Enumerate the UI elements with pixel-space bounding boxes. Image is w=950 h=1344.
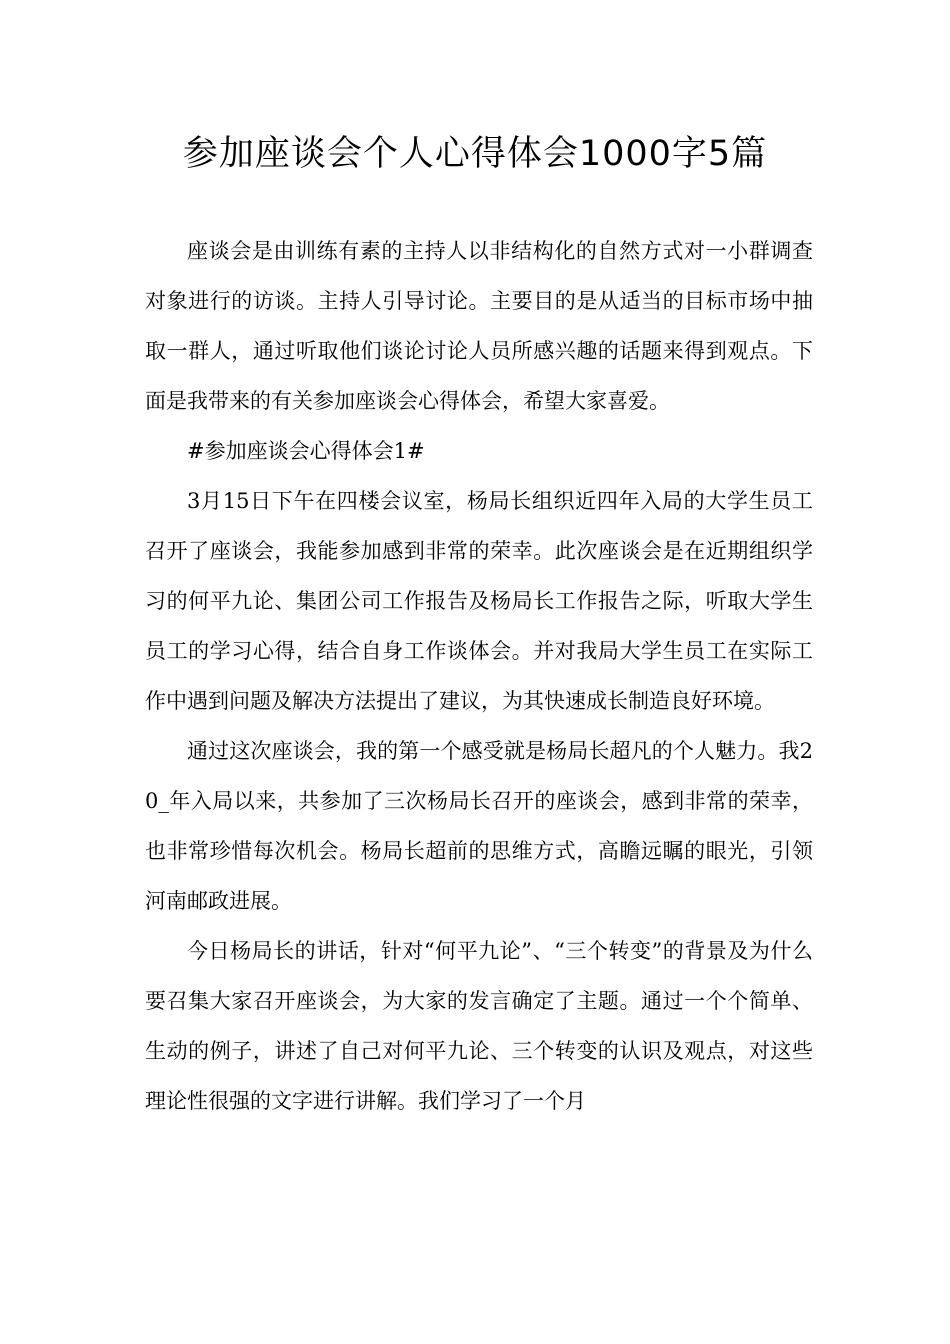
intro-paragraph: 座谈会是由训练有素的主持人以非结构化的自然方式对一小群调查对象进行的访谈。主持人引导讨论。主要目的是从适当的目标市场中抽取一群人，通过听取他们谈论讨论人员所感兴趣的话题来得到观点。下面是我带来的有关参加座谈会心得体会，希望大家喜爱。 xyxy=(145,239,813,413)
section-heading-1: #参加座谈会心得体会1# xyxy=(187,439,425,463)
body-paragraph: 今日杨局长的讲话，针对“何平九论”、“三个转变”的背景及为什么要召集大家召开座谈会，为大家的发言确定了主题。通过一个个简单、生动的例子，讲述了自己对何平九论、三个转变的认识及观点，对这些理论性很强的文字进行讲解。我们学习了一个月 xyxy=(145,939,813,1113)
body-paragraph: 通过这次座谈会，我的第一个感受就是杨局长超凡的个人魅力。我20_年入局以来，共参加了三次杨局长召开的座谈会，感到非常的荣幸，也非常珍惜每次机会。杨局长超前的思维方式，高瞻远瞩的眼光，引领河南邮政进展。 xyxy=(145,739,813,913)
document-title: 参加座谈会个人心得体会1000字5篇 xyxy=(182,134,768,174)
document-body xyxy=(145,226,813,1126)
body-paragraph: 3月15日下午在四楼会议室，杨局长组织近四年入局的大学生员工召开了座谈会，我能参加感到非常的荣幸。此次座谈会是在近期组织学习的何平九论、集团公司工作报告及杨局长工作报告之际，听取大学生员工的学习心得，结合自身工作谈体会。并对我局大学生员工在实际工作中遇到问题及解决方法提出了建议，为其快速成长制造良好环境。 xyxy=(145,489,813,713)
